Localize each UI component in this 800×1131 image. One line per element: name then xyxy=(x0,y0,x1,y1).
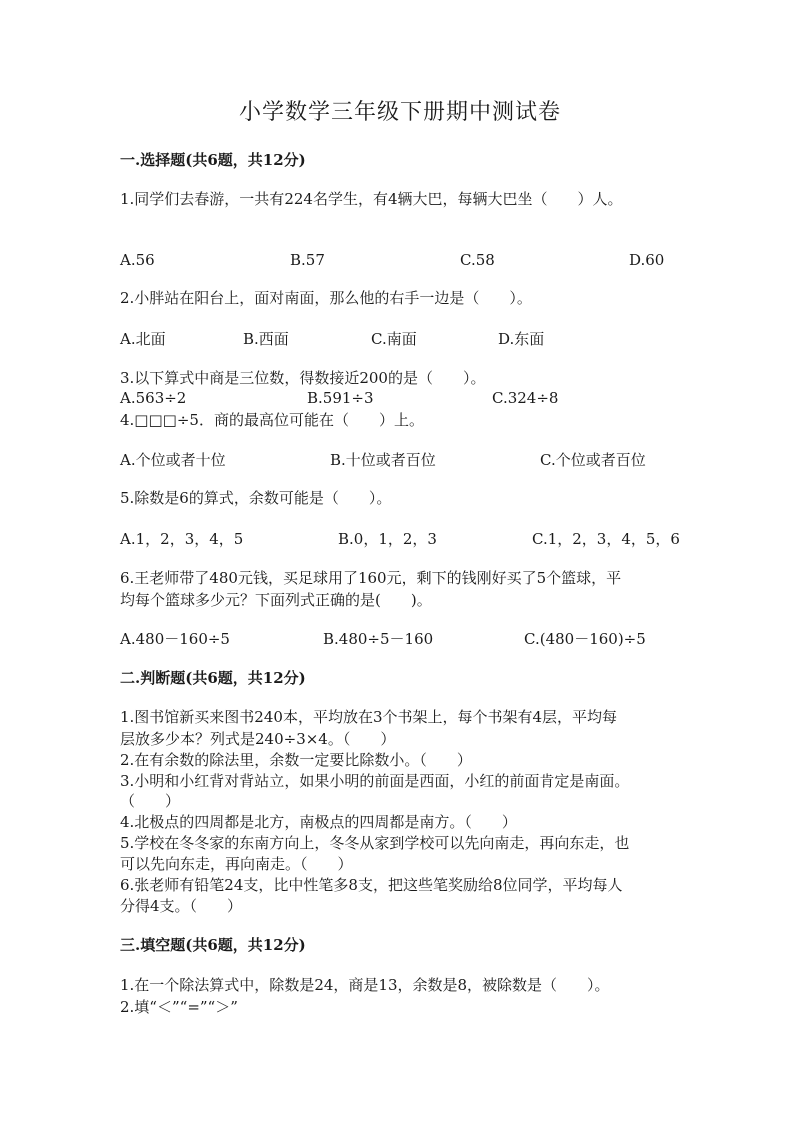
question-1-option-b: B.57 xyxy=(290,251,325,269)
judge-line: 2.在有余数的除法里，余数一定要比除数小。（ ） xyxy=(120,751,472,769)
fill-line: 1.在一个除法算式中，除数是24，商是13，余数是8，被除数是（ ）。 xyxy=(120,976,610,994)
judge-line: 5.学校在冬冬家的东南方向上，冬冬从家到学校可以先向南走，再向东走，也 xyxy=(120,834,630,852)
question-6-option-b: B.480÷5－160 xyxy=(323,630,434,648)
section-heading-choice: 一.选择题(共6题，共12分) xyxy=(120,151,306,169)
section-heading-true-false: 二.判断题(共6题，共12分) xyxy=(120,669,306,687)
section-heading-fill-in: 三.填空题(共6题，共12分) xyxy=(120,936,306,954)
question-3-option-c: C.324÷8 xyxy=(492,389,559,407)
question-1-stem: 1.同学们去春游，一共有224名学生，有4辆大巴，每辆大巴坐（ ）人。 xyxy=(120,190,623,208)
question-5-option-b: B.0，1，2，3 xyxy=(338,530,437,548)
question-4-option-a: A.个位或者十位 xyxy=(120,451,226,469)
question-6-stem-line-2: 均每个篮球多少元？下面列式正确的是( )。 xyxy=(120,591,432,609)
question-5-option-a: A.1，2，3，4，5 xyxy=(120,530,244,548)
judge-line: 1.图书馆新买来图书240本，平均放在3个书架上，每个书架有4层，平均每 xyxy=(120,708,618,726)
question-4-option-c: C.个位或者百位 xyxy=(540,451,646,469)
question-2-option-c: C.南面 xyxy=(371,330,417,348)
fill-line: 2.填“＜”“=”“＞” xyxy=(120,998,238,1016)
judge-line: 4.北极点的四周都是北方，南极点的四周都是南方。（ ） xyxy=(120,813,517,831)
judge-line: 层放多少本？列式是240÷3×4。（ ） xyxy=(120,730,396,748)
question-3-option-b: B.591÷3 xyxy=(307,389,374,407)
question-1-option-c: C.58 xyxy=(460,251,495,269)
question-2-option-d: D.东面 xyxy=(498,330,545,348)
question-3-option-a: A.563÷2 xyxy=(120,389,187,407)
question-1-option-a: A.56 xyxy=(120,251,155,269)
question-5-option-c: C.1，2，3，4，5，6 xyxy=(532,530,680,548)
question-2-stem: 2.小胖站在阳台上，面对南面，那么他的右手一边是（ ）。 xyxy=(120,289,532,307)
question-4-stem: 4.□□□÷5．商的最高位可能在（ ）上。 xyxy=(120,411,424,429)
question-2-option-b: B.西面 xyxy=(243,330,289,348)
question-6-stem-line-1: 6.王老师带了480元钱，买足球用了160元，剩下的钱刚好买了5个篮球，平 xyxy=(120,569,622,587)
question-2-option-a: A.北面 xyxy=(120,330,166,348)
judge-line: 可以先向东走，再向南走。（ ） xyxy=(120,855,353,873)
question-6-option-a: A.480－160÷5 xyxy=(120,630,230,648)
question-4-option-b: B.十位或者百位 xyxy=(330,451,436,469)
question-3-stem: 3.以下算式中商是三位数，得数接近200的是（ ）。 xyxy=(120,369,486,387)
question-6-option-c: C.(480－160)÷5 xyxy=(524,630,646,648)
question-1-option-d: D.60 xyxy=(629,251,665,269)
page-title: 小学数学三年级下册期中测试卷 xyxy=(238,100,561,125)
judge-line: （ ） xyxy=(120,792,181,810)
judge-line: 3.小明和小红背对背站立，如果小明的前面是西面，小红的前面肯定是南面。 xyxy=(120,772,630,790)
judge-line: 6.张老师有铅笔24支，比中性笔多8支，把这些笔奖励给8位同学，平均每人 xyxy=(120,876,623,894)
question-5-stem: 5.除数是6的算式，余数可能是（ ）。 xyxy=(120,489,392,507)
judge-line: 分得4支。（ ） xyxy=(120,897,243,915)
